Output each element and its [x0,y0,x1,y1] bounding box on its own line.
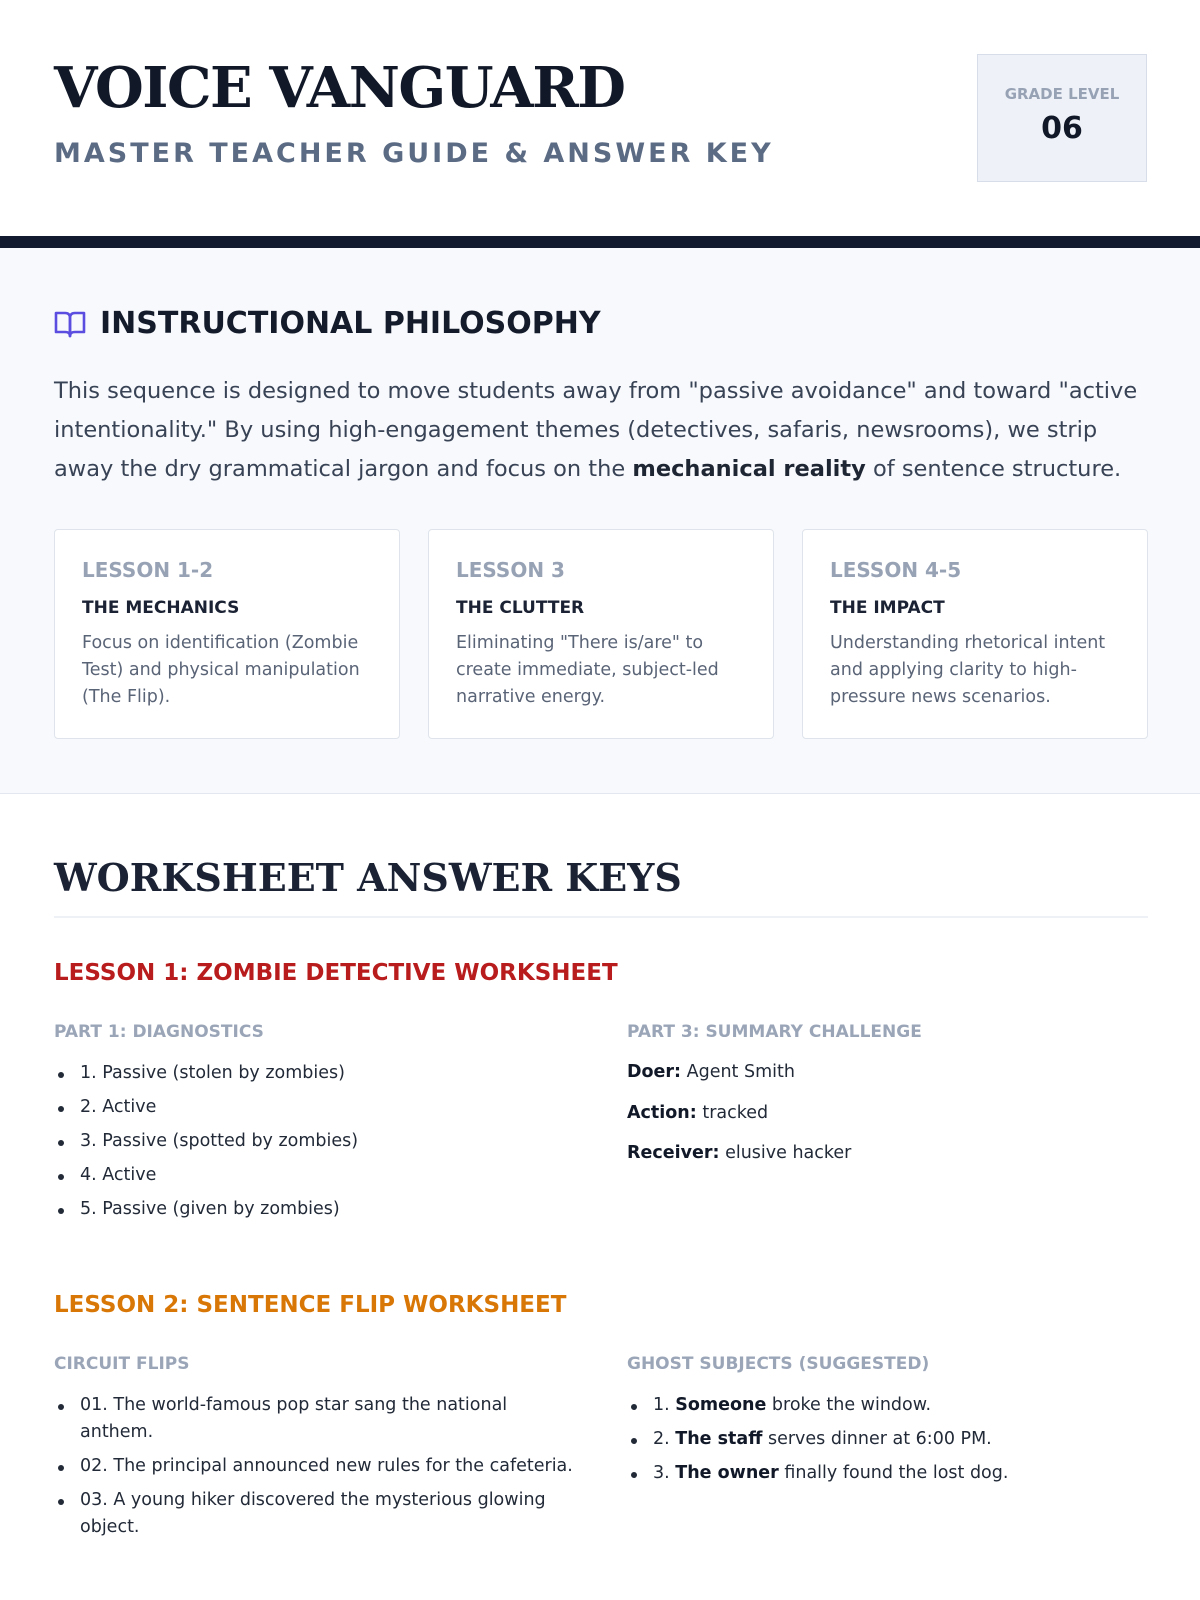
intro-text: This sequence is designed to move students away from "passive avoidance" and toward "active intentionality." By using high-engagement themes (detectives, safaris, newsrooms), we strip away the dry grammatical jargon and focus on the [54,378,1138,482]
grade-level-value: 06 [1041,111,1083,146]
card-description: Understanding rhetorical intent and applying clarity to high-pressure news scenarios. [830,633,1106,707]
document-title: VOICE VANGUARD [54,55,625,121]
ghost-subjects-label: GHOST SUBJECTS (SUGGESTED) [627,1354,930,1374]
summary-key: Doer: [627,1062,682,1082]
philosophy-title: INSTRUCTIONAL PHILOSOPHY [100,306,601,341]
item-rest: serves dinner at 6:00 PM. [762,1429,992,1449]
open-book-icon [54,309,86,339]
card-lesson-label: LESSON 3 [456,558,565,582]
list-item: 01. The world-famous pop star sang the national anthem. [54,1392,584,1446]
instructional-philosophy-section [0,248,1200,794]
item-rest: broke the window. [766,1395,932,1415]
item-rest: finally found the lost dog. [778,1463,1009,1483]
summary-value: tracked [696,1103,769,1123]
diagnostics-list [54,1060,574,1230]
page-header [0,0,1200,236]
list-item: 03. A young hiker discovered the mysterious glowing object. [54,1487,584,1541]
summary-receiver [627,1143,851,1163]
lesson-card [802,529,1148,739]
summary-value: Agent Smith [681,1062,795,1082]
summary-key: Action: [627,1103,697,1123]
card-title: THE IMPACT [830,598,945,618]
grade-level-badge [977,54,1147,182]
list-item: 2. Active [54,1094,574,1121]
ghost-subject: Someone [675,1395,767,1415]
item-number: 2. [653,1429,676,1449]
item-number: 1. [653,1395,676,1415]
lesson-card [54,529,400,739]
answer-keys-divider [54,916,1148,918]
circuit-flips-label: CIRCUIT FLIPS [54,1354,190,1374]
summary-action [627,1103,768,1123]
card-title: THE MECHANICS [82,598,240,618]
circuit-flips-list [54,1392,584,1548]
summary-key: Receiver: [627,1143,720,1163]
lesson-2-title: LESSON 2: SENTENCE FLIP WORKSHEET [54,1292,567,1318]
ghost-subject: The owner [675,1463,779,1483]
philosophy-heading [54,306,601,341]
list-item: 02. The principal announced new rules for the cafeteria. [54,1453,584,1480]
list-item [627,1392,1147,1419]
answer-keys-title: WORKSHEET ANSWER KEYS [54,855,682,900]
card-description: Focus on identification (Zombie Test) and physical manipulation (The Flip). [82,633,360,707]
ghost-subjects-list [627,1392,1147,1494]
intro-text-end: of sentence structure. [865,456,1122,482]
ghost-subject: The staff [675,1429,763,1449]
lesson-cards [54,529,1148,739]
list-item [627,1460,1147,1487]
lesson-card [428,529,774,739]
lesson-1-title: LESSON 1: ZOMBIE DETECTIVE WORKSHEET [54,960,618,986]
intro-emphasis: mechanical reality [632,456,866,482]
summary-challenge-label: PART 3: SUMMARY CHALLENGE [627,1022,922,1042]
list-item [627,1426,1147,1453]
diagnostics-label: PART 1: DIAGNOSTICS [54,1022,264,1042]
card-lesson-label: LESSON 1-2 [82,558,214,582]
header-divider [0,236,1200,248]
card-description: Eliminating "There is/are" to create immediate, subject-led narrative energy. [456,633,719,707]
philosophy-intro [54,372,1154,489]
grade-level-label: GRADE LEVEL [1004,85,1120,103]
card-lesson-label: LESSON 4-5 [830,558,962,582]
list-item: 4. Active [54,1162,574,1189]
card-title: THE CLUTTER [456,598,585,618]
summary-doer [627,1062,795,1082]
list-item: 1. Passive (stolen by zombies) [54,1060,574,1087]
summary-value: elusive hacker [719,1143,852,1163]
list-item: 5. Passive (given by zombies) [54,1196,574,1223]
item-number: 3. [653,1463,676,1483]
document-subtitle: MASTER TEACHER GUIDE & ANSWER KEY [54,138,774,169]
list-item: 3. Passive (spotted by zombies) [54,1128,574,1155]
